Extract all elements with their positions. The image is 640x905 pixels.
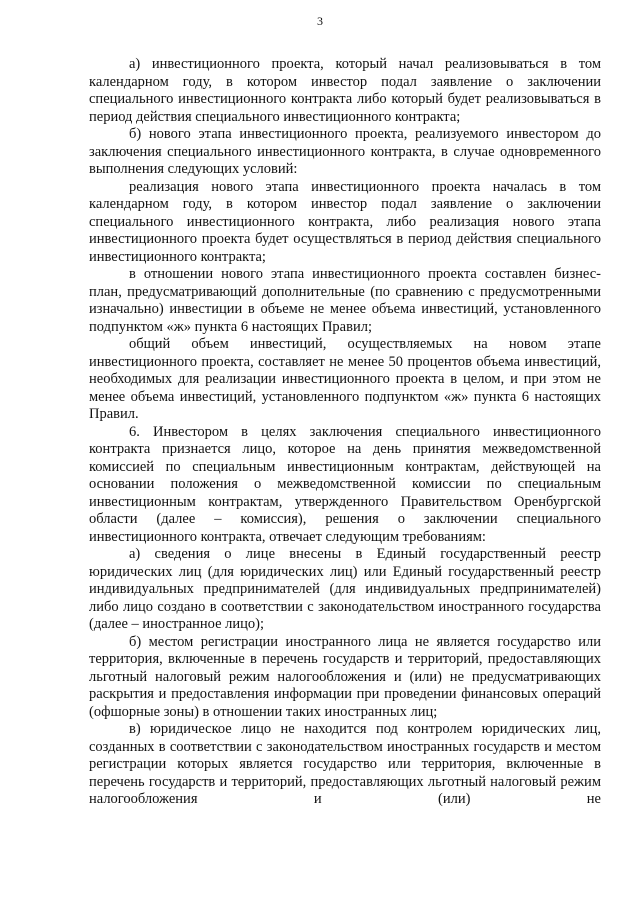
- paragraph: а) сведения о лице внесены в Единый государственный реестр юридических лиц (для юридических лиц) или Единый государственный реестр индивидуальных предпринимателей (для индивидуальных предпринимателей) либо лицо создано в соответствии с законодательством иностранного государства (далее – иностранное лицо);: [89, 546, 601, 632]
- paragraph: общий объем инвестиций, осуществляемых на новом этапе инвестиционного проекта, составляет не менее 50 процентов объема инвестиций, необходимых для реализации инвестиционного проекта в целом, и при этом не менее объема инвестиций, установленного подпунктом «ж» пункта 6 настоящих Правил.: [89, 336, 601, 422]
- paragraph: б) местом регистрации иностранного лица не является государство или территория, включенные в перечень государств и территорий, предоставляющих льготный налоговый режим налогообложения и (или) не предусматривающих раскрытия и предоставления информации при проведении финансовых операций (офшорные зоны) в отношении таких иностранных лиц;: [89, 633, 601, 720]
- page-number: 3: [317, 14, 323, 28]
- paragraph: а) инвестиционного проекта, который начал реализовываться в том календарном году, в котором инвестор подал заявление о заключении специального инвестиционного контракта либо который будет реализовываться в период действия специального инвестиционного контракта;: [89, 56, 601, 125]
- paragraph: в отношении нового этапа инвестиционного проекта составлен бизнес-план, предусматривающий дополнительные (по сравнению с предусмотренными изначально) инвестиции в объеме не менее объема инвестиций, установленного подпунктом «ж» пункта 6 настоящих Правил;: [89, 266, 601, 335]
- paragraph: в) юридическое лицо не находится под контролем юридических лиц, созданных в соответствии с законодательством иностранных государств и местом регистрации которых является государство или территория, включенные в перечень государств и территорий, предоставляющих льготный налоговый режим налогообложения и (или) не: [89, 721, 601, 807]
- paragraph: 6. Инвестором в целях заключения специального инвестиционного контракта признается лицо, которое на день принятия межведомственной комиссией по специальным инвестиционным контрактам, действующей на основании положения о межведомственной комиссии по специальным инвестиционным контрактам, утвержденного Правительством Оренбургской области (далее – комиссия), решения о заключении специального инвестиционного контракта, отвечает следующим требованиям:: [89, 423, 601, 545]
- paragraph: б) нового этапа инвестиционного проекта, реализуемого инвестором до заключения специального инвестиционного контракта, в случае одновременного выполнения следующих условий:: [89, 126, 601, 177]
- paragraph: реализация нового этапа инвестиционного проекта началась в том календарном году, в котором инвестор подал заявление о заключении специального инвестиционного контракта, либо реализация нового этапа инвестиционного проекта будет осуществляться в период действия специального инвестиционного контракта;: [89, 178, 601, 265]
- document-body: [89, 56, 601, 809]
